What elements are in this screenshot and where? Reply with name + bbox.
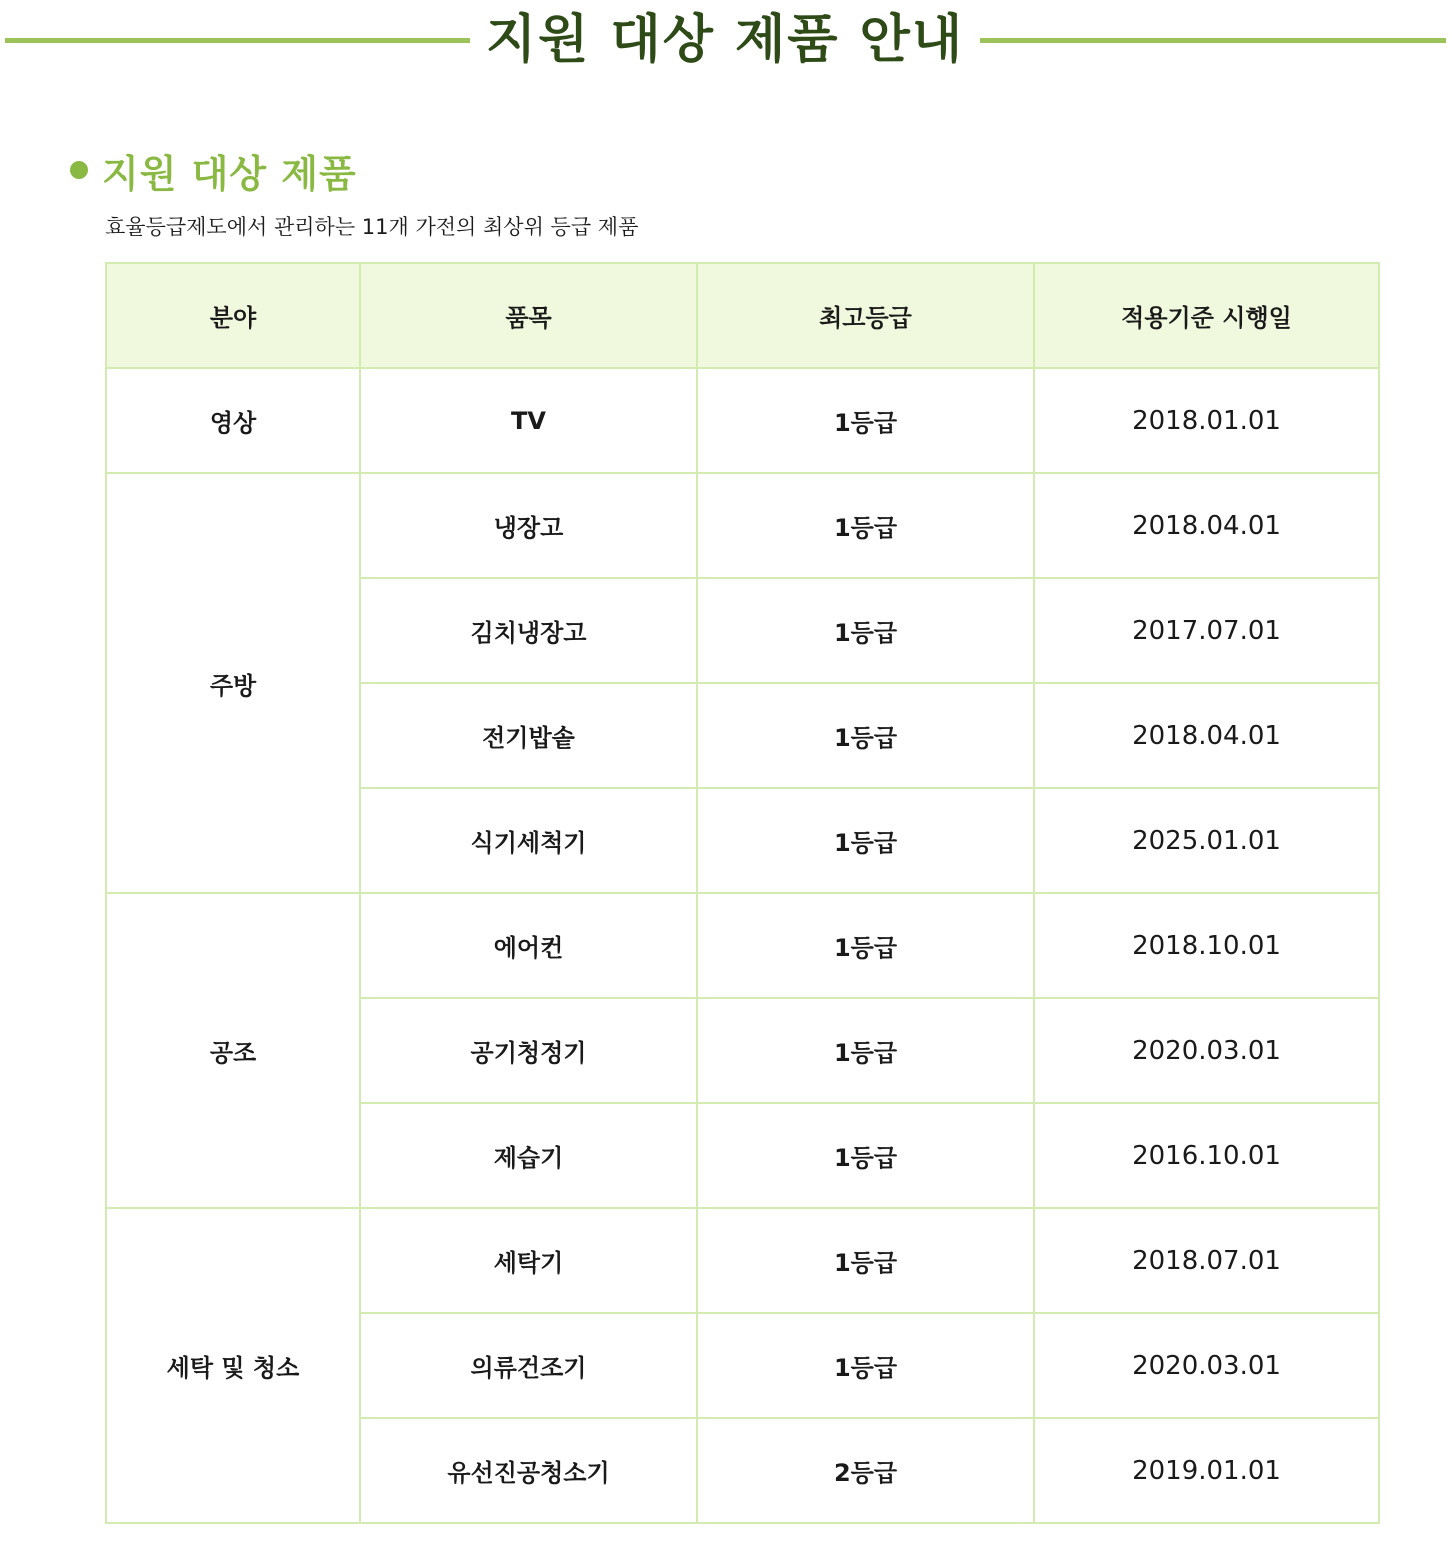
item-cell: 제습기 (360, 1103, 697, 1208)
header-item: 품목 (360, 263, 697, 368)
category-cell: 공조 (106, 893, 360, 1208)
header-date: 적용기준 시행일 (1034, 263, 1379, 368)
date-cell: 2019.01.01 (1034, 1418, 1379, 1523)
date-cell: 2017.07.01 (1034, 578, 1379, 683)
item-cell: 공기청정기 (360, 998, 697, 1103)
grade-cell: 1등급 (697, 788, 1034, 893)
item-cell: 유선진공청소기 (360, 1418, 697, 1523)
table-row (106, 893, 1379, 998)
products-table (105, 262, 1380, 1524)
table-row (106, 368, 1379, 473)
item-cell: TV (360, 368, 697, 473)
section-title: 지원 대상 제품 (102, 151, 357, 196)
category-cell: 주방 (106, 473, 360, 893)
date-cell: 2018.01.01 (1034, 368, 1379, 473)
grade-cell: 1등급 (697, 1103, 1034, 1208)
item-cell: 식기세척기 (360, 788, 697, 893)
item-cell: 세탁기 (360, 1208, 697, 1313)
grade-cell: 1등급 (697, 893, 1034, 998)
grade-cell: 1등급 (697, 578, 1034, 683)
date-cell: 2018.10.01 (1034, 893, 1379, 998)
grade-cell: 2등급 (697, 1418, 1034, 1523)
section-description: 효율등급제도에서 관리하는 11개 가전의 최상위 등급 제품 (105, 215, 639, 239)
grade-cell: 1등급 (697, 683, 1034, 788)
banner (0, 0, 1452, 86)
section-heading (70, 140, 357, 200)
item-cell: 김치냉장고 (360, 578, 697, 683)
grade-cell: 1등급 (697, 473, 1034, 578)
header-grade: 최고등급 (697, 263, 1034, 368)
item-cell: 의류건조기 (360, 1313, 697, 1418)
table-row (106, 1208, 1379, 1313)
item-cell: 에어컨 (360, 893, 697, 998)
date-cell: 2018.07.01 (1034, 1208, 1379, 1313)
date-cell: 2018.04.01 (1034, 683, 1379, 788)
header-category: 분야 (106, 263, 360, 368)
date-cell: 2020.03.01 (1034, 1313, 1379, 1418)
bullet-icon (70, 161, 88, 179)
page-title: 지원 대상 제품 안내 (485, 10, 965, 70)
item-cell: 냉장고 (360, 473, 697, 578)
grade-cell: 1등급 (697, 368, 1034, 473)
grade-cell: 1등급 (697, 1313, 1034, 1418)
item-cell: 전기밥솥 (360, 683, 697, 788)
table-row (106, 473, 1379, 578)
grade-cell: 1등급 (697, 1208, 1034, 1313)
date-cell: 2016.10.01 (1034, 1103, 1379, 1208)
date-cell: 2020.03.01 (1034, 998, 1379, 1103)
banner-divider-right (980, 38, 1446, 43)
date-cell: 2025.01.01 (1034, 788, 1379, 893)
banner-divider-left (5, 38, 470, 43)
date-cell: 2018.04.01 (1034, 473, 1379, 578)
grade-cell: 1등급 (697, 998, 1034, 1103)
category-cell: 세탁 및 청소 (106, 1208, 360, 1523)
category-cell: 영상 (106, 368, 360, 473)
table-header-row (106, 263, 1379, 368)
